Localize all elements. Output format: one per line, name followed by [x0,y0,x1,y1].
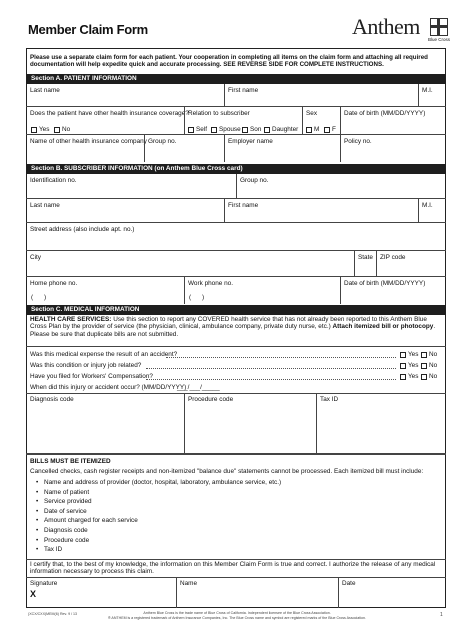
a-relation-label: Relation to subscriber [188,110,250,117]
section-a-heading: Section A. PATIENT INFORMATION [26,74,446,84]
row-line [26,198,446,199]
a-sex-f-label: F [332,126,336,133]
c-q-job: Was this condition or injury job related? [30,362,142,369]
bullet-icon: • [36,498,39,506]
b-home-phone-paren-open: ( [31,294,34,301]
b-first-name-label: First name [228,202,259,209]
a-coverage-yes-label: Yes [39,126,50,133]
divider [184,106,185,134]
a-relation-daughter-checkbox[interactable] [264,127,270,133]
leader-dots [146,368,396,369]
b-home-phone-paren-close: ) [44,294,47,301]
divider [316,393,317,453]
a-relation-self-label: Self [196,126,208,133]
c-services-label: HEALTH CARE SERVICES: [30,316,112,323]
b-home-phone-label: Home phone no. [30,280,78,287]
a-last-name-label: Last name [30,87,60,94]
c-injury-date-field[interactable]: ___/___/_____ [177,384,220,391]
b-state-label: State [358,254,373,261]
bills-heading: BILLS MUST BE ITEMIZED [30,458,111,465]
a-other-carrier-label: Name of other health insurance company [30,138,147,145]
divider [340,276,341,304]
row-line [26,346,446,347]
form-title: Member Claim Form [28,22,148,37]
bill-requirement-item: Name of patient [44,488,90,496]
b-work-phone-paren-close: ) [202,294,205,301]
c-accident-no-checkbox[interactable] [421,352,427,358]
divider [338,577,339,608]
bill-requirement-item: Service provided [44,498,92,506]
a-relation-self-checkbox[interactable] [188,127,194,133]
a-employer-label: Employer name [228,138,273,145]
c-workers-yes-label: Yes [408,373,419,380]
section-c-heading: Section C. MEDICAL INFORMATION [26,305,446,315]
divider [418,84,419,106]
row-line [26,559,446,560]
brand-sub: Blue Cross [428,37,451,42]
a-relation-son-checkbox[interactable] [242,127,248,133]
row-line [26,577,446,578]
signature-x-mark: X [30,589,37,599]
bullet-icon: • [36,488,39,496]
a-coverage-yes-checkbox[interactable] [31,127,37,133]
bill-requirement-item: Procedure code [44,536,90,544]
a-relation-son-label: Son [250,126,262,133]
name-label: Name [180,580,198,587]
b-city-label: City [30,254,42,261]
bullet-icon: • [36,479,39,486]
c-workers-no-label: No [429,373,438,380]
brand-logo-text: Anthem [352,14,420,39]
c-services-text [30,316,442,338]
a-relation-daughter-label: Daughter [272,126,299,133]
a-relation-spouse-label: Spouse [219,126,241,133]
c-job-no-label: No [429,362,438,369]
divider [144,134,145,162]
divider [376,250,377,276]
b-work-phone-paren-open: ( [189,294,192,301]
a-dob-label: Date of birth (MM/DD/YYYY) [344,110,426,117]
bill-requirement-item: Amount charged for each service [44,517,138,525]
divider [176,577,177,608]
page-number: 1 [440,612,443,618]
c-diagnosis-code-label: Diagnosis code [30,396,74,403]
certify-text: I certify that, to the best of my knowledge, the information on this Member Claim Form is true and correct. I authorize the release of any medical information necessary to process this claim. [30,561,436,576]
a-other-coverage-label: Does the patient have other health insurance coverage? [30,110,189,117]
divider [184,393,185,453]
leader-dots [166,357,396,358]
c-accident-no-label: No [429,351,438,358]
divider [224,198,225,222]
date-field[interactable] [342,588,442,606]
c-procedure-code-label: Procedure code [188,396,234,403]
row-line [26,393,446,394]
divider [224,84,225,106]
form-code: (XCX/CXX)MEM(6) Rev. 9 / 13 [28,612,78,616]
c-accident-yes-checkbox[interactable] [400,352,406,358]
b-last-name-label: Last name [30,202,60,209]
c-accident-yes-label: Yes [408,351,419,358]
a-coverage-no-checkbox[interactable] [54,127,60,133]
footer-line-1: Anthem Blue Cross is the trade name of Blue Cross of California. Independent licensee of the Blue Cross Association. [143,611,331,615]
bullet-icon: • [36,527,39,534]
c-job-yes-label: Yes [408,362,419,369]
c-tax-id-label: Tax ID [320,396,339,403]
a-sex-m-label: M [314,126,320,133]
divider [184,276,185,304]
c-q-accident: Was this medical expense the result of an accident? [30,351,178,358]
date-label: Date [342,580,356,587]
c-services-end: . Please be sure that duplicate bills are not submitted. [30,323,436,338]
c-services-bold: Attach itemized bill or photocopy [332,323,434,331]
bill-requirement-item: Name and address of provider (doctor, hospital, laboratory, ambulance service, etc.) [44,479,282,486]
leader-dots [146,379,396,380]
row-line [26,134,446,135]
a-sex-m-checkbox[interactable] [306,127,312,133]
divider [354,250,355,276]
bullet-icon: • [36,536,39,544]
c-services-body: Use this section to report any COVERED health service that has not already been reported to this Anthem Blue Cross Plan by the provider of service (the physician, clinical, ambulance company, private duty nurse, etc.) [30,316,427,331]
b-work-phone-label: Work phone no. [188,280,233,287]
bill-requirement-item: Date of service [44,507,87,515]
b-street-label: Street address (also include apt. no.) [30,226,135,233]
c-workers-yes-checkbox[interactable] [400,374,406,380]
row-line [26,222,446,223]
bullet-icon: • [36,546,39,554]
bill-requirement-item: Diagnosis code [44,527,88,534]
b-dob-label: Date of birth (MM/DD/YYYY) [344,280,426,287]
signature-field[interactable] [30,580,174,606]
b-mi-label: M.I. [422,202,433,209]
a-sex-f-checkbox[interactable] [324,127,330,133]
c-job-yes-checkbox[interactable] [400,363,406,369]
row-line [26,250,446,251]
row-line [26,453,446,455]
a-mi-label: M.I. [422,87,433,94]
divider [302,106,303,134]
divider [418,198,419,222]
row-line [26,276,446,277]
a-relation-spouse-checkbox[interactable] [211,127,217,133]
b-zip-label: ZIP code [380,254,406,261]
divider [236,174,237,198]
bullet-icon: • [36,517,39,525]
bill-requirement-item: Tax ID [44,546,63,554]
name-field[interactable] [180,588,334,606]
c-job-no-checkbox[interactable] [421,363,427,369]
divider [224,134,225,162]
b-group-no-label: Group no. [240,177,269,184]
c-workers-no-checkbox[interactable] [421,374,427,380]
a-group-no-label: Group no. [148,138,177,145]
a-first-name-label: First name [228,87,259,94]
row-line [26,106,446,107]
a-sex-label: Sex [306,110,318,117]
divider [340,106,341,134]
a-coverage-no-label: No [62,126,71,133]
a-policy-no-label: Policy no. [344,138,372,145]
footer-line-2: ® ANTHEM is a registered trademark of Anthem Insurance Companies, Inc. The Blue Cross name and symbol are registered marks of the Blue Cross Association. [107,616,367,620]
blue-cross-logo-icon [430,18,448,36]
b-id-no-label: Identification no. [30,177,77,184]
signature-label: Signature [30,580,58,587]
c-q-workers: Have you filed for Workers' Compensation? [30,373,153,380]
section-b-heading: Section B. SUBSCRIBER INFORMATION (on Anthem Blue Cross card) [26,164,446,174]
c-q-when: When did this injury or accident occur? (MM/DD/YYYY) [30,384,187,391]
bills-text: Cancelled checks, cash register receipts and non-itemized "balance due" statements cannot be processed. Each itemized bill must include: [30,468,424,475]
bullet-icon: • [36,507,39,515]
divider [340,134,341,162]
intro-text: Please use a separate claim form for each patient. Your cooperation in completing all items on the claim form and attaching all required documentation will help expedite quick and accurate processing. SEE REVERSE SIDE FOR COMPLETE INSTRUCTIONS. [30,54,428,69]
